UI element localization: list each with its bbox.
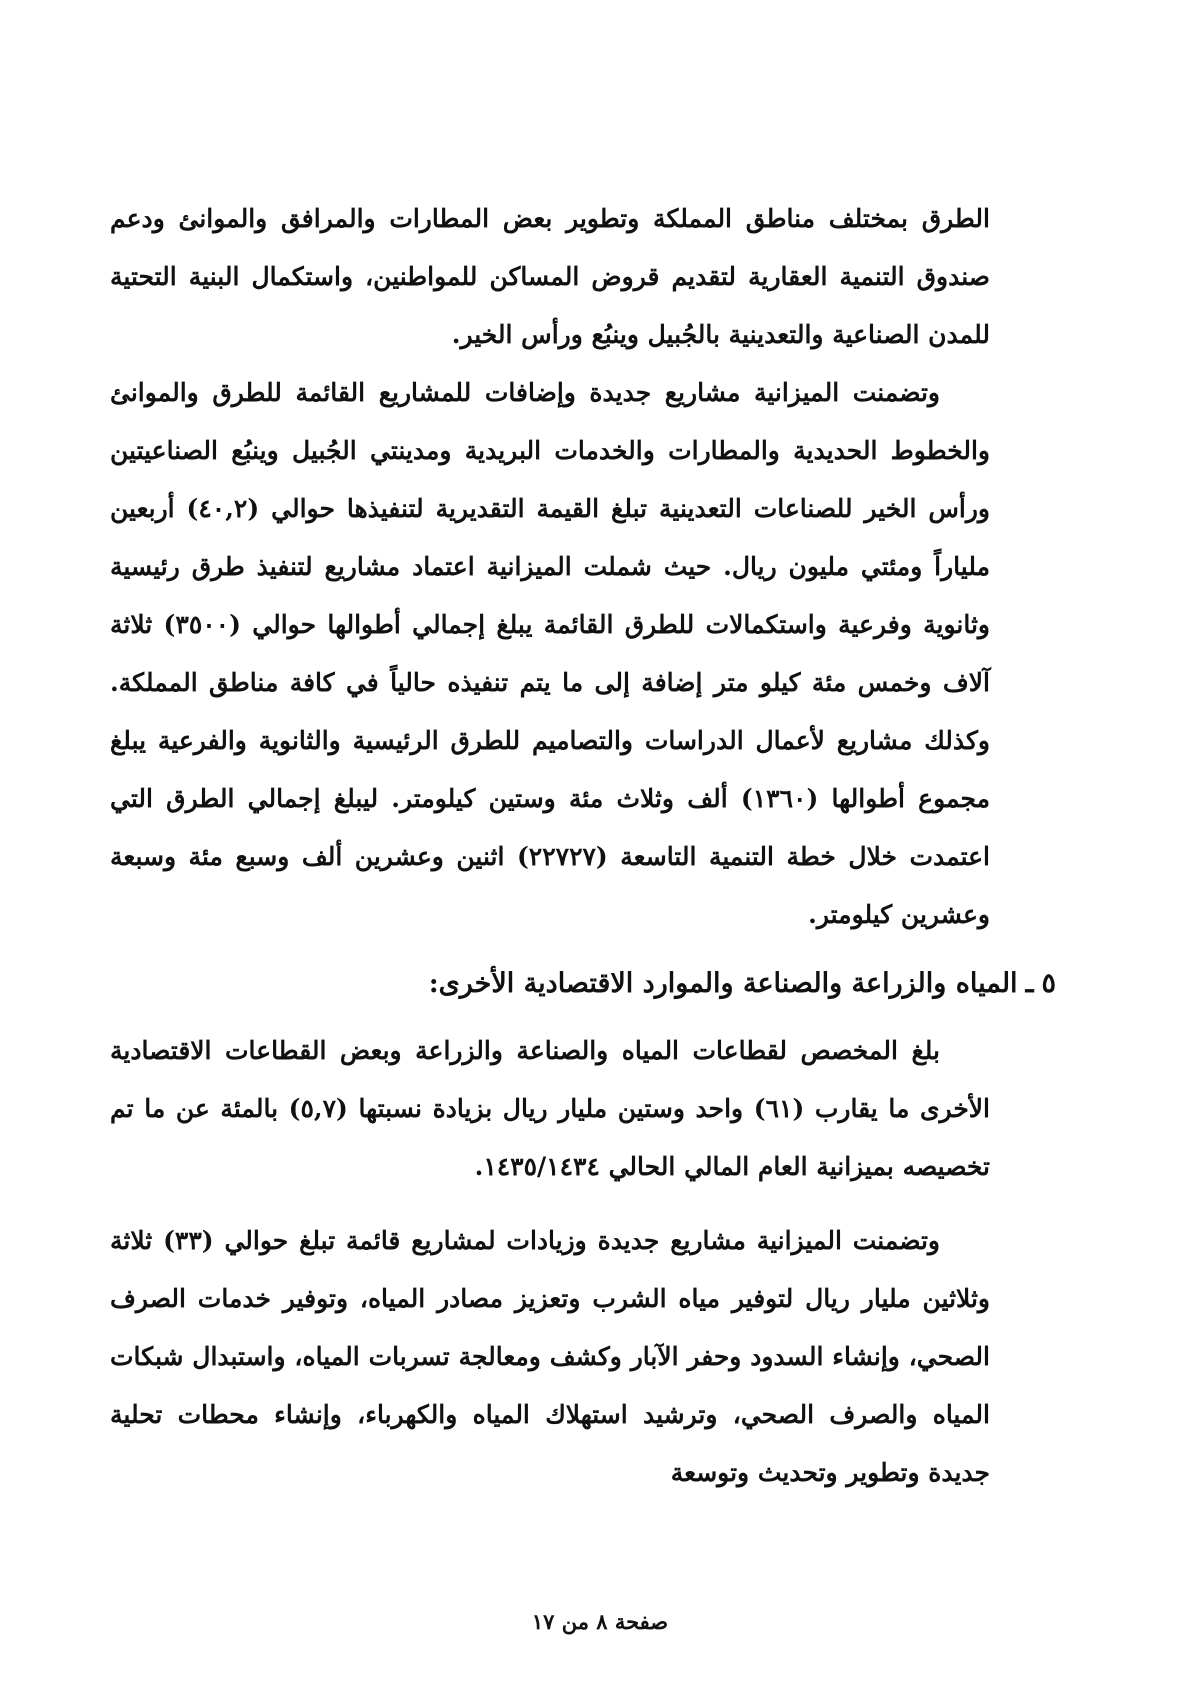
section-number: ٥ bbox=[1041, 968, 1056, 999]
section-heading bbox=[110, 958, 1056, 1010]
paragraph-infrastructure: الطرق بمختلف مناطق المملكة وتطوير بعض المطارات والمرافق والموانئ ودعم صندوق التنمية العقارية لتقديم قروض المساكن للمواطنين، واستكمال البنية التحتية للمدن الصناعية والتعدينية بالجُبيل وينبُع ورأس الخير. bbox=[110, 204, 990, 349]
paragraph-water-allocation: بلغ المخصص لقطاعات المياه والصناعة والزراعة وبعض القطاعات الاقتصادية الأخرى ما يقارب (٦١) واحد وستين مليار ريال بزيادة نسبتها (٥,٧) بالمئة عن ما تم تخصيصه بميزانية العام المالي الحالي ١٤٣٥/١٤٣٤. bbox=[110, 1036, 990, 1181]
paragraph-water-projects: وتضمنت الميزانية مشاريع جديدة وزيادات لمشاريع قائمة تبلغ حوالي (٣٣) ثلاثة وثلاثين مليار ريال لتوفير مياه الشرب وتعزيز مصادر المياه، وتوفير خدمات الصرف الصحي، وإنشاء السدود وحفر الآبار وكشف ومعالجة تسربات المياه، واستبدال شبكات المياه والصرف الصحي، وترشيد استهلاك المياه والكهرباء، وإنشاء محطات تحلية جديدة وتطوير وتحديث وتوسعة bbox=[110, 1226, 990, 1487]
page-number-footer: صفحة ٨ من ١٧ bbox=[531, 1609, 669, 1634]
section-separator: ـ bbox=[1025, 968, 1034, 999]
section-title: المياه والزراعة والصناعة والموارد الاقتصادية الأخرى: bbox=[428, 968, 1018, 999]
paragraph-roads-projects: وتضمنت الميزانية مشاريع جديدة وإضافات للمشاريع القائمة للطرق والموانئ والخطوط الحديدية والمطارات والخدمات البريدية ومدينتي الجُبيل وينبُع الصناعيتين ورأس الخير للصناعات التعدينية تبلغ القيمة التقديرية لتنفيذها حوالي (٤٠,٢) أربعين ملياراً ومئتي مليون ريال. حيث شملت الميزانية اعتماد مشاريع لتنفيذ طرق رئيسية وثانوية وفرعية واستكمالات للطرق القائمة يبلغ إجمالي أطوالها حوالي (٣٥٠٠) ثلاثة آلاف وخمس مئة كيلو متر إضافة إلى ما يتم تنفيذه حالياً في كافة مناطق المملكة. وكذلك مشاريع لأعمال الدراسات والتصاميم للطرق الرئيسية والثانوية والفرعية يبلغ مجموع أطوالها (١٣٦٠) ألف وثلاث مئة وستين كيلومتر. ليبلغ إجمالي الطرق التي اعتمدت خلال خطة التنمية التاسعة (٢٢٧٢٧) اثنين وعشرين ألف وسبع مئة وسبعة وعشرين كيلومتر. bbox=[110, 378, 990, 929]
document-page bbox=[110, 190, 1056, 1502]
